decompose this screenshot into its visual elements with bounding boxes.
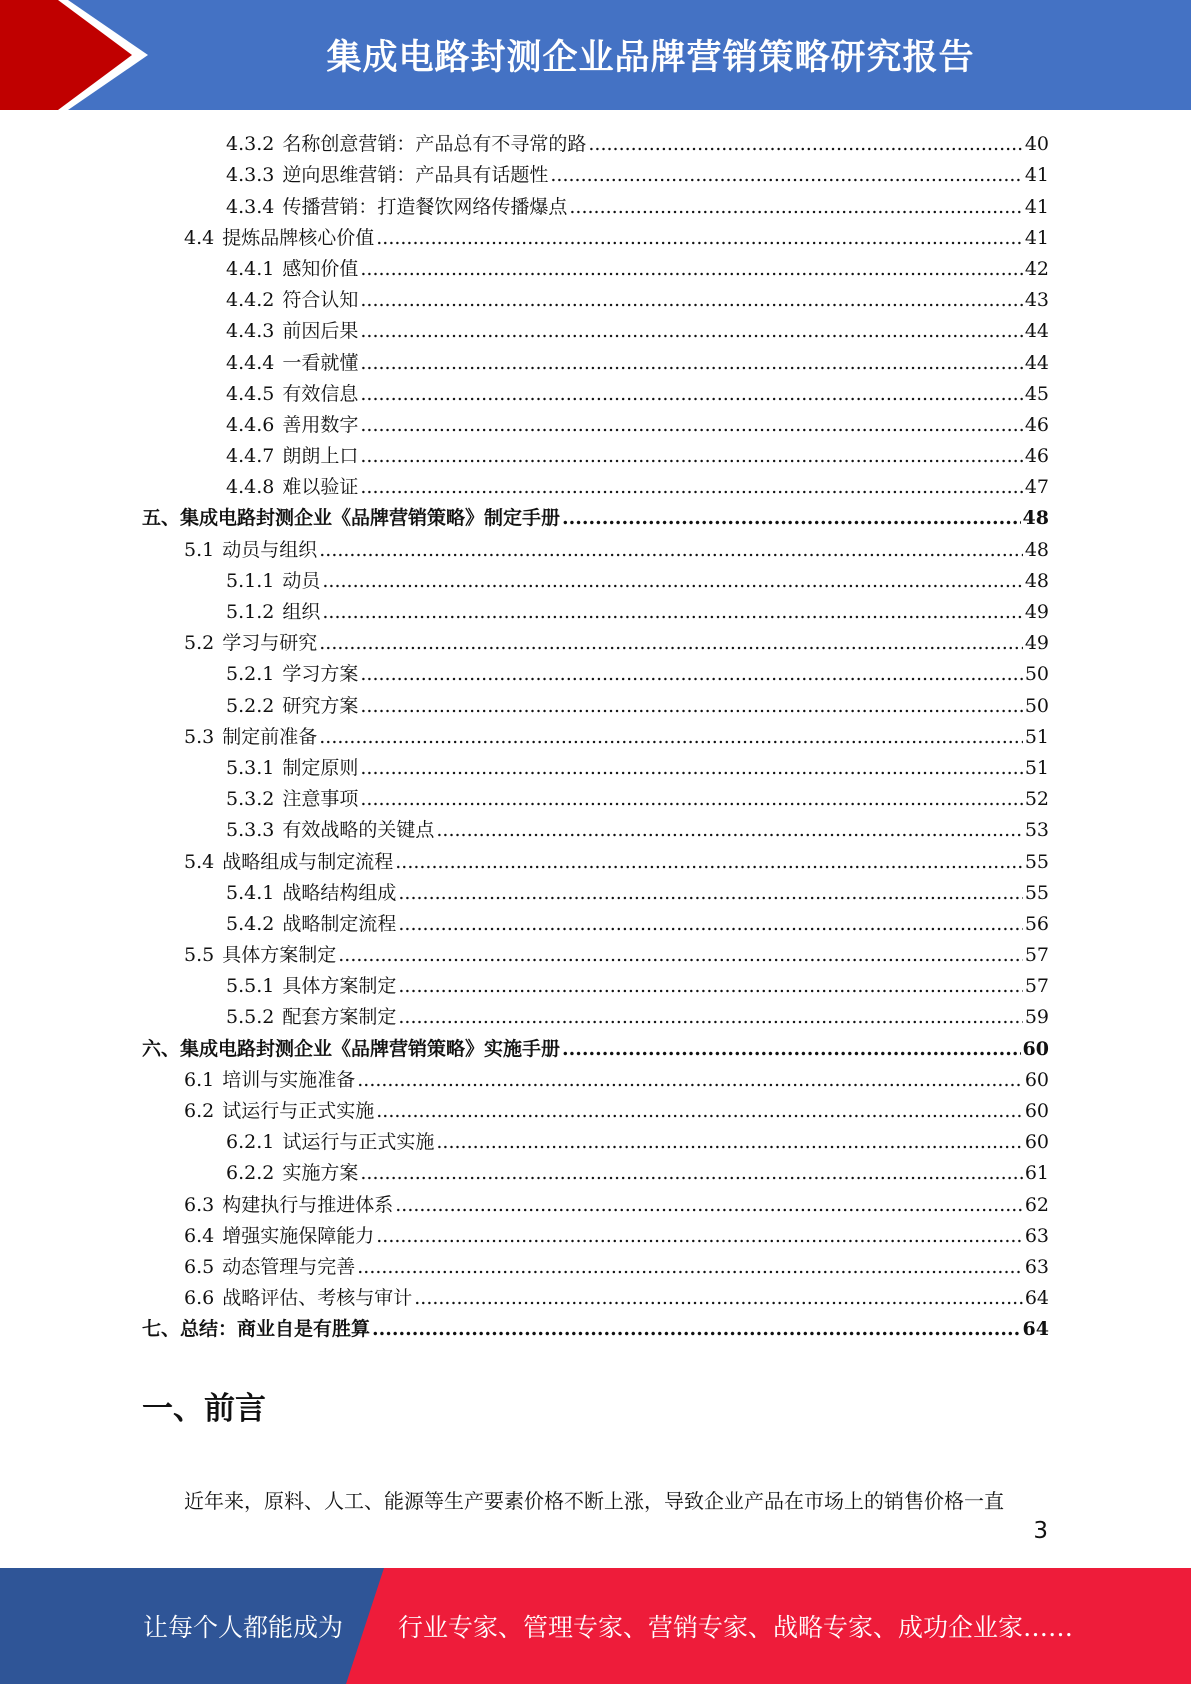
page-footer	[0, 1568, 1191, 1684]
toc-entry-page: 60	[1024, 1068, 1049, 1091]
toc-entry[interactable]	[142, 441, 1049, 472]
toc-entry[interactable]	[142, 316, 1049, 347]
toc-dot-leader	[360, 1158, 1022, 1189]
document-title: 集成电路封测企业品牌营销策略研究报告	[326, 38, 975, 78]
toc-dot-leader	[562, 1034, 1021, 1065]
header-chevron-icon	[0, 0, 160, 110]
toc-entry-title: 难以验证	[282, 476, 359, 499]
toc-entry[interactable]	[142, 347, 1049, 378]
toc-dot-leader	[360, 285, 1022, 316]
toc-dot-leader	[436, 1127, 1022, 1158]
toc-entry-title: 动员与组织	[222, 538, 318, 561]
toc-entry-page: 46	[1024, 445, 1049, 468]
toc-entry-title: 增强实施保障能力	[222, 1224, 375, 1247]
toc-entry-page: 48	[1024, 569, 1049, 592]
toc-dot-leader	[357, 1252, 1023, 1283]
page-header	[0, 0, 1191, 110]
toc-dot-leader	[319, 535, 1023, 566]
toc-dot-leader	[360, 691, 1022, 722]
toc-dot-leader	[569, 192, 1022, 223]
toc-entry-page: 46	[1024, 413, 1049, 436]
toc-entry-number: 5.4.1	[226, 881, 275, 904]
toc-entry-title: 制定前准备	[222, 725, 318, 748]
toc-entry[interactable]	[142, 1314, 1049, 1345]
toc-dot-leader	[360, 472, 1022, 503]
toc-entry-title: 注意事项	[282, 788, 359, 811]
toc-entry-page: 40	[1024, 133, 1049, 156]
toc-entry-page: 63	[1024, 1255, 1049, 1278]
toc-entry[interactable]	[142, 753, 1049, 784]
toc-dot-leader	[398, 1002, 1022, 1033]
toc-entry[interactable]	[142, 659, 1049, 690]
toc-entry-title: 七、总结：商业自是有胜算	[142, 1318, 371, 1341]
toc-entry-number: 4.4.5	[226, 382, 275, 405]
toc-entry[interactable]	[142, 1127, 1049, 1158]
toc-entry-title: 一看就懂	[282, 351, 359, 374]
toc-entry[interactable]	[142, 160, 1049, 191]
toc-dot-leader	[562, 503, 1021, 534]
toc-entry-page: 62	[1024, 1193, 1049, 1216]
toc-entry-page: 49	[1024, 632, 1049, 655]
toc-entry-page: 50	[1024, 663, 1049, 686]
toc-dot-leader	[338, 940, 1023, 971]
toc-entry-page: 55	[1024, 881, 1049, 904]
toc-entry[interactable]	[142, 1002, 1049, 1033]
toc-entry[interactable]	[142, 285, 1049, 316]
toc-entry-title: 试运行与正式实施	[222, 1100, 375, 1122]
toc-dot-leader	[360, 441, 1022, 472]
toc-entry[interactable]	[142, 1189, 1049, 1220]
toc-entry-page: 55	[1024, 850, 1049, 873]
toc-entry-number: 4.4	[184, 226, 215, 249]
toc-entry-title: 战略评估、考核与审计	[222, 1287, 413, 1310]
toc-dot-leader	[322, 566, 1022, 597]
toc-entry-number: 6.5	[184, 1255, 215, 1278]
toc-entry-page: 44	[1024, 351, 1049, 374]
toc-dot-leader	[398, 909, 1022, 940]
toc-entry-number: 4.4.1	[226, 257, 275, 280]
toc-entry[interactable]	[142, 1252, 1049, 1283]
toc-entry[interactable]	[142, 1221, 1049, 1252]
toc-dot-leader	[395, 1190, 1023, 1221]
toc-entry-page: 50	[1024, 694, 1049, 717]
toc-entry-number: 5.3	[184, 725, 215, 748]
toc-entry[interactable]	[142, 379, 1049, 410]
toc-entry-title: 逆向思维营销：产品具有话题性	[282, 164, 549, 187]
toc-entry-number: 6.2.1	[226, 1131, 275, 1154]
toc-entry-number: 4.4.8	[226, 476, 275, 499]
toc-dot-leader	[398, 971, 1022, 1002]
toc-entry-number: 4.4.3	[226, 320, 275, 343]
toc-entry-number: 5.4.2	[226, 912, 275, 935]
toc-dot-leader	[376, 1096, 1023, 1127]
footer-slogan-right: 行业专家、管理专家、营销专家、战略专家、成功企业家……	[398, 1613, 1074, 1642]
toc-entry-page: 45	[1024, 382, 1049, 405]
toc-entry-page: 53	[1024, 819, 1049, 842]
toc-entry-number: 5.2.1	[226, 663, 275, 686]
toc-entry-page: 52	[1024, 788, 1049, 811]
toc-entry-title: 具体方案制定	[282, 975, 397, 998]
toc-entry[interactable]	[142, 129, 1049, 160]
toc-dot-leader	[360, 348, 1022, 379]
toc-entry-number: 4.3.4	[226, 195, 275, 218]
toc-dot-leader	[436, 815, 1022, 846]
table-of-contents	[142, 129, 1049, 1345]
toc-entry-number: 4.3.3	[226, 164, 275, 187]
toc-dot-leader	[360, 753, 1022, 784]
toc-dot-leader	[376, 1221, 1023, 1252]
toc-dot-leader	[319, 722, 1023, 753]
toc-entry-title: 培训与实施准备	[222, 1068, 356, 1091]
footer-slogan-left: 让每个人都能成为	[143, 1613, 344, 1642]
toc-entry-number: 4.4.4	[226, 351, 275, 374]
toc-entry-number: 5.3.1	[226, 756, 275, 779]
toc-entry-page: 48	[1022, 507, 1049, 530]
toc-entry-title: 学习方案	[282, 663, 359, 686]
toc-dot-leader	[360, 316, 1022, 347]
toc-entry-page: 51	[1024, 756, 1049, 779]
toc-entry[interactable]	[142, 472, 1049, 503]
toc-entry-page: 43	[1024, 289, 1049, 312]
toc-entry[interactable]	[142, 254, 1049, 285]
toc-entry-page: 64	[1022, 1318, 1049, 1341]
toc-dot-leader	[550, 160, 1022, 191]
toc-entry[interactable]	[142, 410, 1049, 441]
toc-dot-leader	[360, 379, 1022, 410]
toc-entry-number: 6.2.2	[226, 1162, 275, 1185]
toc-entry-title: 战略组成与制定流程	[222, 850, 394, 873]
toc-entry-page: 48	[1024, 538, 1049, 561]
toc-entry[interactable]	[142, 503, 1049, 534]
toc-entry-number: 5.5.2	[226, 1006, 275, 1029]
toc-entry-title: 五、集成电路封测企业《品牌营销策略》制定手册	[142, 507, 561, 530]
toc-dot-leader	[322, 597, 1022, 628]
toc-entry-number: 5.3.3	[226, 819, 275, 842]
toc-entry[interactable]	[142, 534, 1049, 565]
toc-entry-title: 学习与研究	[222, 632, 318, 655]
toc-entry-title: 动员	[282, 569, 321, 592]
toc-entry-page: 47	[1024, 476, 1049, 499]
toc-entry-number: 5.1.2	[226, 601, 275, 623]
toc-entry-number: 4.3.2	[226, 133, 275, 156]
toc-entry-title: 符合认知	[282, 289, 359, 312]
toc-dot-leader	[395, 847, 1023, 878]
section-heading: 一、前言	[142, 1391, 266, 1427]
toc-entry[interactable]	[142, 1096, 1049, 1127]
toc-entry-number: 5.2.2	[226, 694, 275, 717]
toc-entry-title: 研究方案	[282, 694, 359, 717]
toc-entry-title: 传播营销：打造餐饮网络传播爆点	[282, 195, 568, 218]
toc-entry-page: 59	[1024, 1006, 1049, 1029]
toc-entry-title: 有效信息	[282, 382, 359, 405]
toc-entry-number: 6.2	[184, 1100, 215, 1122]
toc-entry[interactable]	[142, 971, 1049, 1002]
toc-entry-title: 善用数字	[282, 413, 359, 436]
toc-entry[interactable]	[142, 1158, 1049, 1189]
toc-entry[interactable]	[142, 1033, 1049, 1064]
toc-entry[interactable]	[142, 1065, 1049, 1096]
toc-entry[interactable]	[142, 940, 1049, 971]
toc-entry-page: 49	[1024, 601, 1049, 623]
toc-entry-title: 战略制定流程	[282, 912, 397, 935]
toc-entry-title: 制定原则	[282, 756, 359, 779]
toc-entry[interactable]	[142, 597, 1049, 628]
toc-entry-number: 4.4.7	[226, 445, 275, 468]
toc-entry-page: 51	[1024, 725, 1049, 748]
toc-dot-leader	[414, 1283, 1023, 1314]
toc-entry-page: 63	[1024, 1224, 1049, 1247]
toc-entry-number: 5.3.2	[226, 788, 275, 811]
toc-dot-leader	[588, 129, 1022, 160]
toc-entry-page: 61	[1024, 1162, 1049, 1185]
toc-dot-leader	[360, 410, 1022, 441]
toc-dot-leader	[360, 254, 1022, 285]
toc-entry-title: 朗朗上口	[282, 445, 359, 468]
toc-entry-number: 6.6	[184, 1287, 215, 1310]
toc-entry-title: 实施方案	[282, 1162, 359, 1185]
toc-entry-title: 名称创意营销：产品总有不寻常的路	[282, 133, 587, 156]
toc-entry-title: 提炼品牌核心价值	[222, 226, 375, 249]
toc-entry-title: 战略结构组成	[282, 881, 397, 904]
toc-entry[interactable]	[142, 722, 1049, 753]
toc-entry[interactable]	[142, 878, 1049, 909]
toc-entry[interactable]	[142, 846, 1049, 877]
toc-entry-title: 构建执行与推进体系	[222, 1193, 394, 1216]
toc-entry-page: 60	[1024, 1100, 1049, 1122]
toc-entry-title: 试运行与正式实施	[282, 1131, 435, 1154]
toc-dot-leader	[398, 878, 1022, 909]
toc-dot-leader	[319, 628, 1023, 659]
toc-entry-title: 具体方案制定	[222, 944, 337, 967]
toc-entry-page: 42	[1024, 257, 1049, 280]
toc-entry-number: 4.4.6	[226, 413, 275, 436]
toc-entry-title: 动态管理与完善	[222, 1255, 356, 1278]
toc-entry-number: 6.1	[184, 1068, 215, 1091]
toc-entry[interactable]	[142, 191, 1049, 222]
toc-entry-title: 配套方案制定	[282, 1006, 397, 1029]
toc-entry[interactable]	[142, 566, 1049, 597]
toc-entry-number: 5.2	[184, 632, 215, 655]
toc-entry-number: 5.5	[184, 944, 215, 967]
toc-entry-number: 5.4	[184, 850, 215, 873]
toc-entry-number: 5.5.1	[226, 975, 275, 998]
toc-dot-leader	[357, 1065, 1023, 1096]
page-number: 3	[1033, 1518, 1048, 1544]
toc-entry[interactable]	[142, 815, 1049, 846]
toc-dot-leader	[376, 223, 1023, 254]
toc-entry-page: 41	[1024, 164, 1049, 187]
toc-entry-page: 56	[1024, 912, 1049, 935]
toc-entry-page: 60	[1024, 1131, 1049, 1154]
toc-entry-page: 60	[1022, 1037, 1049, 1060]
toc-entry-number: 4.4.2	[226, 289, 275, 312]
toc-entry[interactable]	[142, 223, 1049, 254]
toc-entry-title: 前因后果	[282, 320, 359, 343]
toc-entry-title: 有效战略的关键点	[282, 819, 435, 842]
toc-dot-leader	[360, 784, 1022, 815]
toc-entry-page: 57	[1024, 944, 1049, 967]
toc-entry-page: 41	[1024, 226, 1049, 249]
toc-entry-page: 41	[1024, 195, 1049, 218]
toc-entry[interactable]	[142, 690, 1049, 721]
toc-entry[interactable]	[142, 628, 1049, 659]
toc-entry-page: 44	[1024, 320, 1049, 343]
toc-dot-leader	[360, 659, 1022, 690]
toc-entry-page: 64	[1024, 1287, 1049, 1310]
toc-entry-number: 6.3	[184, 1193, 215, 1216]
toc-entry-number: 5.1	[184, 538, 215, 561]
toc-entry-number: 6.4	[184, 1224, 215, 1247]
body-paragraph: 近年来，原料、人工、能源等生产要素价格不断上涨，导致企业产品在市场上的销售价格一直	[184, 1489, 1004, 1513]
toc-entry-title: 组织	[282, 601, 321, 623]
toc-entry[interactable]	[142, 909, 1049, 940]
toc-entry[interactable]	[142, 784, 1049, 815]
toc-entry-page: 57	[1024, 975, 1049, 998]
toc-entry-title: 六、集成电路封测企业《品牌营销策略》实施手册	[142, 1037, 561, 1060]
toc-entry-title: 感知价值	[282, 257, 359, 280]
toc-entry-number: 5.1.1	[226, 569, 275, 592]
toc-entry[interactable]	[142, 1283, 1049, 1314]
toc-dot-leader	[372, 1314, 1021, 1345]
